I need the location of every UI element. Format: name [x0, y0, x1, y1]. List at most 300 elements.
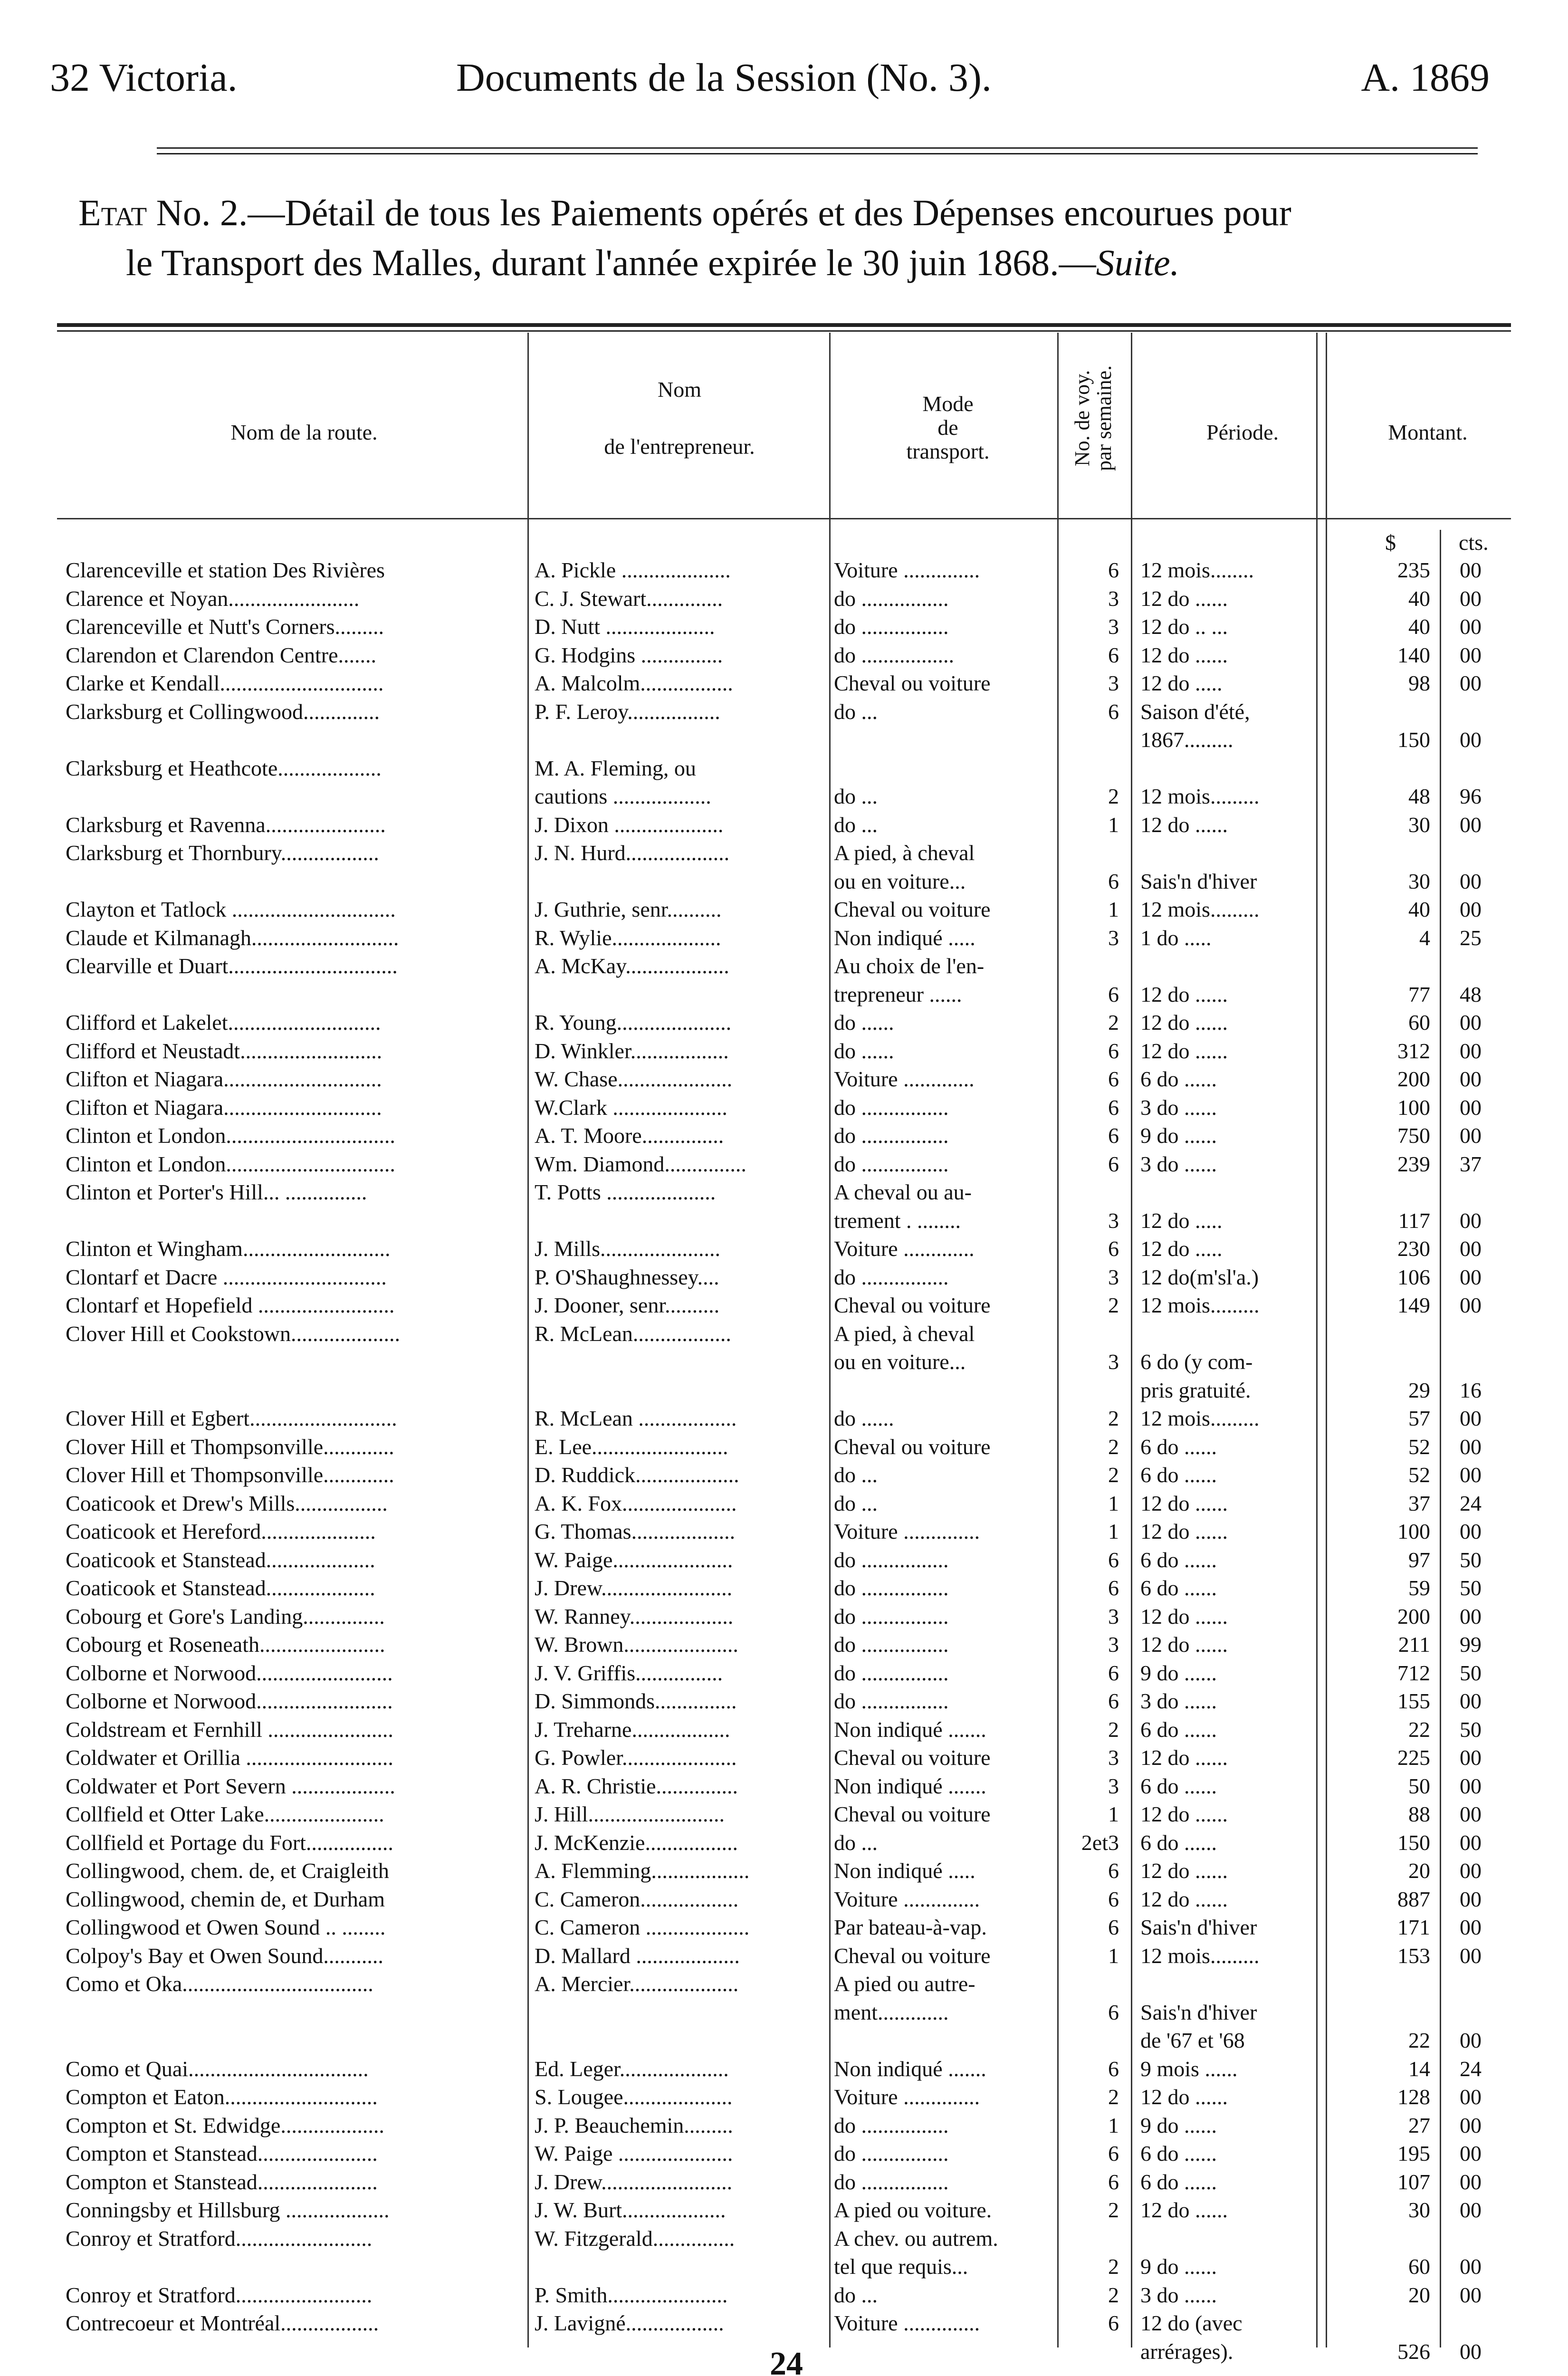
cell-voy: 2: [1108, 1463, 1119, 1487]
cell-period: 12 do ......: [1140, 586, 1228, 611]
cell-mode: Cheval ou voiture: [834, 1802, 991, 1826]
cell-route: Clayton et Tatlock ..............................: [66, 897, 396, 921]
cell-period: Sais'n d'hiver: [1140, 2000, 1257, 2024]
cell-dol: 117: [1398, 1208, 1430, 1233]
cell-dol: 526: [1397, 2339, 1430, 2364]
cell-voy: 2et3: [1081, 1830, 1119, 1855]
cell-dol: 100: [1397, 1095, 1430, 1120]
table-row: [0, 1885, 1568, 1914]
cell-period: 12 do ......: [1140, 1802, 1228, 1826]
cell-cts: 00: [1460, 812, 1482, 837]
table-row: [0, 811, 1568, 839]
cell-cts: 25: [1460, 925, 1482, 950]
table-row: [0, 1093, 1568, 1122]
cell-mode: A pied, à cheval: [834, 1321, 975, 1346]
cell-mode: do ................: [834, 1689, 949, 1713]
cell-mode: do ...: [834, 1463, 878, 1487]
cell-voy: 3: [1108, 1265, 1119, 1289]
cell-cts: 00: [1460, 2085, 1482, 2109]
cell-dol: 171: [1397, 1915, 1430, 1939]
col-header-contractor-1: Nom: [658, 377, 701, 402]
cell-route: Clarksburg et Thornbury..................: [66, 841, 379, 865]
cell-cts: 00: [1460, 1265, 1482, 1289]
table-row: [0, 1461, 1568, 1489]
col-header-voyages-2: par semaine.: [1092, 365, 1116, 471]
cell-cts: 00: [1460, 2339, 1482, 2364]
cell-voy: 6: [1108, 1547, 1119, 1572]
cell-period: 12 do ......: [1140, 1519, 1228, 1543]
cell-contractor: W. Paige .....................: [535, 2141, 733, 2165]
cell-mode: Voiture ..............: [834, 558, 980, 582]
cell-cts: 00: [1460, 2198, 1482, 2222]
cell-cts: 00: [1460, 1463, 1482, 1487]
cell-period: 3 do ......: [1140, 1689, 1217, 1713]
cell-dol: 40: [1408, 614, 1430, 639]
cell-route: Clinton et Porter's Hill... ...............: [66, 1180, 367, 1204]
table-row: [0, 726, 1568, 754]
cell-cts: 00: [1460, 1773, 1482, 1798]
cell-route: Clinton et Wingham...........................: [66, 1236, 391, 1261]
cell-cts: 00: [1460, 1943, 1482, 1968]
cell-dol: 29: [1408, 1378, 1430, 1402]
table-row: [0, 1602, 1568, 1631]
table-row: [0, 754, 1568, 783]
cell-contractor: D. Ruddick...................: [535, 1463, 739, 1487]
cell-route: Compton et Stanstead......................: [66, 2141, 378, 2165]
cell-route: Clinton et London...............................: [66, 1151, 395, 1176]
cell-dol: 200: [1397, 1604, 1430, 1629]
cell-mode: do ......: [834, 1406, 894, 1430]
cell-dol: 235: [1397, 558, 1430, 582]
cell-contractor: W. Fitzgerald...............: [535, 2226, 735, 2251]
cell-period: 9 do ......: [1140, 2254, 1217, 2279]
cell-voy: 6: [1108, 1859, 1119, 1883]
cell-cts: 00: [1460, 1236, 1482, 1261]
cell-voy: 3: [1108, 1632, 1119, 1657]
cell-period: 6 do ......: [1140, 1463, 1217, 1487]
cell-cts: 48: [1460, 982, 1482, 1006]
cell-mode: do ................: [834, 2113, 949, 2137]
table-row: [0, 980, 1568, 1009]
cell-dol: 30: [1408, 812, 1430, 837]
cell-period: 12 mois.........: [1140, 1293, 1260, 1317]
cell-mode: do ................: [834, 2169, 949, 2194]
cell-contractor: J. Drew........................: [535, 2169, 733, 2194]
cell-contractor: A. R. Christie...............: [535, 1773, 738, 1798]
cell-dol: 60: [1408, 2254, 1430, 2279]
cell-dol: 712: [1397, 1660, 1430, 1685]
cell-period: 9 mois ......: [1140, 2056, 1238, 2081]
cell-period: Sais'n d'hiver: [1140, 869, 1257, 893]
table-row: [0, 2168, 1568, 2196]
cell-dol: 60: [1408, 1010, 1430, 1035]
cell-dol: 4: [1419, 925, 1430, 950]
cell-dol: 140: [1397, 642, 1430, 667]
table-row: [0, 1150, 1568, 1178]
cell-route: Clifton et Niagara.............................: [66, 1067, 382, 1091]
cell-mode: A cheval ou au-: [834, 1180, 972, 1204]
title-line1: No. 2.—Détail de tous les Paiements opérés et des Dépenses encourues pour: [147, 192, 1291, 233]
cell-voy: 6: [1108, 869, 1119, 893]
cell-route: Como et Quai.................................: [66, 2056, 369, 2081]
table-row: [0, 782, 1568, 811]
cell-period: 12 do ......: [1140, 2198, 1228, 2222]
table-row: [0, 1291, 1568, 1320]
cell-period: 6 do ......: [1140, 1830, 1217, 1855]
cell-cts: 00: [1460, 1010, 1482, 1035]
cell-cts: 00: [1460, 2282, 1482, 2307]
cell-period: 12 do ......: [1140, 1491, 1228, 1515]
cell-period: Sais'n d'hiver: [1140, 1915, 1257, 1939]
cell-route: Clover Hill et Thompsonville.............: [66, 1434, 394, 1459]
cell-voy: 2: [1108, 1010, 1119, 1035]
cell-mode: trepreneur ......: [834, 982, 962, 1006]
cell-route: Collfield et Portage du Fort................: [66, 1830, 393, 1855]
cell-mode: do ................: [834, 1660, 949, 1685]
table-row: [0, 1376, 1568, 1405]
cell-cts: 00: [1460, 1038, 1482, 1063]
cell-mode: A chev. ou autrem.: [834, 2226, 998, 2251]
cell-dol: 77: [1408, 982, 1430, 1006]
cell-mode: A pied ou autre-: [834, 1972, 975, 1996]
cell-route: Clover Hill et Cookstown....................: [66, 1321, 401, 1346]
cell-period: 6 do ......: [1140, 2141, 1217, 2165]
cell-contractor: J. Hill.........................: [535, 1802, 725, 1826]
cell-mode: do ......: [834, 1010, 894, 1035]
cell-voy: 6: [1108, 1123, 1119, 1148]
cell-contractor: E. Lee.........................: [535, 1434, 728, 1459]
cell-voy: 2: [1108, 1717, 1119, 1742]
cell-period: 12 do ......: [1140, 1632, 1228, 1657]
cell-mode: Cheval ou voiture: [834, 1293, 991, 1317]
table-row: [0, 1687, 1568, 1715]
cell-period: 6 do ......: [1140, 1773, 1217, 1798]
cell-contractor: D. Winkler..................: [535, 1038, 729, 1063]
table-row: [0, 669, 1568, 698]
cell-route: Conroy et Stratford.........................: [66, 2282, 373, 2307]
cell-voy: 6: [1108, 982, 1119, 1006]
cell-route: Collingwood et Owen Sound .. ........: [66, 1915, 386, 1939]
cell-voy: 6: [1108, 2000, 1119, 2024]
cell-route: Compton et Stanstead......................: [66, 2169, 378, 2194]
cell-mode: do ................: [834, 1265, 949, 1289]
cell-period: 12 mois.........: [1140, 784, 1260, 808]
cell-voy: 6: [1108, 2169, 1119, 2194]
table-row: [0, 2026, 1568, 2055]
cell-period: 6 do ......: [1140, 1717, 1217, 1742]
cell-voy: 3: [1108, 925, 1119, 950]
cell-mode: Cheval ou voiture: [834, 1745, 991, 1770]
cell-cts: 00: [1460, 869, 1482, 893]
cell-mode: Non indiqué .......: [834, 1717, 986, 1742]
cell-mode: do ................: [834, 1632, 949, 1657]
cell-cts: 00: [1460, 2028, 1482, 2052]
cell-voy: 3: [1108, 614, 1119, 639]
header-bottom-rule: [57, 518, 1511, 519]
cell-cts: 00: [1460, 1208, 1482, 1233]
col-header-mode-2: de: [937, 415, 958, 440]
cell-contractor: T. Potts ....................: [535, 1180, 716, 1204]
cell-route: Clarenceville et Nutt's Corners.........: [66, 614, 384, 639]
cell-voy: 2: [1108, 1293, 1119, 1317]
cell-route: Clarke et Kendall..............................: [66, 671, 384, 695]
cell-voy: 3: [1108, 586, 1119, 611]
cell-dol: 230: [1397, 1236, 1430, 1261]
table-row: [0, 1772, 1568, 1801]
cell-route: Clover Hill et Egbert...........................: [66, 1406, 397, 1430]
cell-route: Coaticook et Drew's Mills.................: [66, 1491, 388, 1515]
cell-route: Colpoy's Bay et Owen Sound...........: [66, 1943, 383, 1968]
cell-mode: ou en voiture...: [834, 869, 966, 893]
table-row: [0, 924, 1568, 952]
table-row: [0, 1178, 1568, 1207]
cell-period: 12 do ......: [1140, 2085, 1228, 2109]
cell-route: Cobourg et Gore's Landing...............: [66, 1604, 385, 1629]
table-row: [0, 1433, 1568, 1461]
cell-voy: 3: [1108, 1773, 1119, 1798]
title-lead: Etat: [78, 192, 147, 233]
cell-voy: 6: [1108, 2311, 1119, 2335]
cell-route: Contrecoeur et Montréal..................: [66, 2311, 379, 2335]
cell-voy: 6: [1108, 1067, 1119, 1091]
cell-voy: 2: [1108, 1434, 1119, 1459]
cell-contractor: G. Powler.....................: [535, 1745, 737, 1770]
cell-route: Clifford et Lakelet............................: [66, 1010, 381, 1035]
table-row: [0, 1800, 1568, 1829]
cell-cts: 00: [1460, 614, 1482, 639]
cell-route: Compton et St. Edwidge...................: [66, 2113, 384, 2137]
cell-mode: A pied ou voiture.: [834, 2198, 992, 2222]
cell-mode: Cheval ou voiture: [834, 897, 991, 921]
cell-dol: 40: [1408, 897, 1430, 921]
cell-dol: 22: [1408, 1717, 1430, 1742]
cell-period: 12 do .. ...: [1140, 614, 1228, 639]
cell-route: Clarksburg et Heathcote...................: [66, 756, 382, 780]
cell-voy: 3: [1108, 1604, 1119, 1629]
table-row: [0, 1574, 1568, 1602]
cell-cts: 00: [1460, 558, 1482, 582]
cell-voy: 1: [1108, 1519, 1119, 1543]
cell-mode: Au choix de l'en-: [834, 954, 985, 978]
cell-mode: Non indiqué .....: [834, 925, 975, 950]
cell-mode: do ...: [834, 812, 878, 837]
table-title: [78, 188, 1494, 287]
cell-contractor: cautions ..................: [535, 784, 711, 808]
cell-period: 9 do ......: [1140, 1660, 1217, 1685]
cell-voy: 3: [1108, 1208, 1119, 1233]
cell-cts: 96: [1460, 784, 1482, 808]
cell-period: 6 do ......: [1140, 1067, 1217, 1091]
cell-period: 12 do (avec: [1140, 2311, 1243, 2335]
dollar-label: $: [1385, 530, 1396, 555]
cell-cts: 00: [1460, 2113, 1482, 2137]
cell-voy: 6: [1108, 1236, 1119, 1261]
cell-mode: do .................: [834, 642, 954, 667]
cell-dol: 48: [1408, 784, 1430, 808]
cell-period: 9 do ......: [1140, 2113, 1217, 2137]
cell-mode: do ................: [834, 1123, 949, 1148]
cell-period: 12 do ......: [1140, 982, 1228, 1006]
cell-period: 1867.........: [1140, 728, 1233, 752]
cell-dol: 97: [1408, 1547, 1430, 1572]
cell-contractor: A. T. Moore...............: [535, 1123, 724, 1148]
cell-contractor: D. Nutt ....................: [535, 614, 715, 639]
cell-contractor: A. K. Fox.....................: [535, 1491, 737, 1515]
table-row: [0, 613, 1568, 641]
cell-route: Coaticook et Hereford.....................: [66, 1519, 376, 1543]
table-row: [0, 1207, 1568, 1235]
cell-period: 12 do .....: [1140, 1236, 1223, 1261]
cell-period: 6 do ......: [1140, 2169, 1217, 2194]
col-header-amount: Montant.: [1388, 420, 1468, 444]
table-row: [0, 1065, 1568, 1093]
cell-mode: do ................: [834, 1151, 949, 1176]
cell-voy: 6: [1108, 1887, 1119, 1911]
cell-voy: 6: [1108, 642, 1119, 667]
cell-route: Clarendon et Clarendon Centre.......: [66, 642, 377, 667]
cell-period: 12 do(m'sl'a.): [1140, 1265, 1259, 1289]
cell-route: Conroy et Stratford.........................: [66, 2226, 373, 2251]
cell-period: 9 do ......: [1140, 1123, 1217, 1148]
cell-voy: 2: [1108, 2085, 1119, 2109]
table-row: [0, 2139, 1568, 2168]
cell-dol: 149: [1397, 1293, 1430, 1317]
cell-contractor: P. O'Shaughnessey....: [535, 1265, 719, 1289]
cell-dol: 20: [1408, 2282, 1430, 2307]
cell-dol: 30: [1408, 869, 1430, 893]
table-row: [0, 1517, 1568, 1546]
cell-mode: tel que requis...: [834, 2254, 968, 2279]
cell-period: 12 do .....: [1140, 671, 1223, 695]
cell-contractor: J. P. Beauchemin.........: [535, 2113, 733, 2137]
cell-cts: 00: [1460, 1123, 1482, 1148]
table-row: [0, 2281, 1568, 2309]
cell-route: Clifford et Neustadt..........................: [66, 1038, 382, 1063]
table-row: [0, 1263, 1568, 1292]
cell-route: Colborne et Norwood.........................: [66, 1660, 393, 1685]
cell-period: de '67 et '68: [1140, 2028, 1245, 2052]
table-row: [0, 2252, 1568, 2281]
cell-cts: 00: [1460, 2169, 1482, 2194]
cell-dol: 312: [1397, 1038, 1430, 1063]
cell-period: 12 do ......: [1140, 642, 1228, 667]
cell-contractor: C. Cameron..................: [535, 1887, 739, 1911]
cell-contractor: J. Dixon ....................: [535, 812, 724, 837]
cell-contractor: D. Simmonds...............: [535, 1689, 737, 1713]
table-row: [0, 1715, 1568, 1744]
table-row: [0, 867, 1568, 896]
cell-dol: 30: [1408, 2198, 1430, 2222]
cell-voy: 6: [1108, 1576, 1119, 1600]
cell-cts: 00: [1460, 1745, 1482, 1770]
cell-mode: do ...: [834, 784, 878, 808]
cell-cts: 00: [1460, 1406, 1482, 1430]
cell-period: 3 do ......: [1140, 1151, 1217, 1176]
col-header-voyages: [1071, 318, 1116, 518]
cell-dol: 37: [1408, 1491, 1430, 1515]
table-row: [0, 1659, 1568, 1687]
cell-dol: 52: [1408, 1434, 1430, 1459]
cell-dol: 20: [1408, 1859, 1430, 1883]
cell-dol: 27: [1408, 2113, 1430, 2137]
cell-dol: 150: [1397, 728, 1430, 752]
cell-voy: 6: [1108, 699, 1119, 724]
cell-mode: ou en voiture...: [834, 1350, 966, 1374]
cell-cts: 00: [1460, 1830, 1482, 1855]
cell-contractor: G. Hodgins ...............: [535, 642, 723, 667]
cell-contractor: A. Malcolm.................: [535, 671, 733, 695]
cell-cts: 00: [1460, 728, 1482, 752]
cell-cts: 00: [1460, 1887, 1482, 1911]
cell-cts: 00: [1460, 2141, 1482, 2165]
cell-contractor: J. N. Hurd...................: [535, 841, 730, 865]
cell-period: 12 do ......: [1140, 1604, 1228, 1629]
cell-cts: 99: [1460, 1632, 1482, 1657]
cell-contractor: J. McKenzie.................: [535, 1830, 738, 1855]
col-header-route: Nom de la route.: [230, 420, 378, 444]
cell-route: Collfield et Otter Lake......................: [66, 1802, 384, 1826]
cell-cts: 00: [1460, 1293, 1482, 1317]
cell-dol: 195: [1397, 2141, 1430, 2165]
cell-dol: 750: [1397, 1123, 1430, 1148]
header-rule: [157, 147, 1478, 149]
cell-voy: 6: [1108, 2141, 1119, 2165]
cell-route: Coldwater et Port Severn ...................: [66, 1773, 395, 1798]
cell-dol: 887: [1397, 1887, 1430, 1911]
cell-mode: do ................: [834, 1576, 949, 1600]
cell-contractor: W. Brown.....................: [535, 1632, 738, 1657]
cell-contractor: J. V. Griffis................: [535, 1660, 723, 1685]
cell-contractor: A. Pickle ....................: [535, 558, 731, 582]
cell-route: Compton et Eaton............................: [66, 2085, 378, 2109]
table-row: [0, 1037, 1568, 1065]
cell-cts: 00: [1460, 1604, 1482, 1629]
cell-mode: do ................: [834, 1547, 949, 1572]
cell-period: 12 do ......: [1140, 1010, 1228, 1035]
cell-contractor: P. F. Leroy.................: [535, 699, 720, 724]
cell-contractor: J. Guthrie, senr..........: [535, 897, 722, 921]
cell-voy: 3: [1108, 1745, 1119, 1770]
cell-cts: 00: [1460, 1095, 1482, 1120]
cell-voy: 6: [1108, 1660, 1119, 1685]
cell-voy: 6: [1108, 1689, 1119, 1713]
cell-route: Clarksburg et Collingwood..............: [66, 699, 380, 724]
cell-mode: Non indiqué .......: [834, 2056, 986, 2081]
cell-voy: 2: [1108, 2198, 1119, 2222]
cell-contractor: W. Chase.....................: [535, 1067, 733, 1091]
cell-route: Claude et Kilmanagh...........................: [66, 925, 399, 950]
cell-voy: 6: [1108, 1151, 1119, 1176]
cell-voy: 1: [1108, 1491, 1119, 1515]
cell-mode: do ................: [834, 1604, 949, 1629]
table-row: [0, 1857, 1568, 1885]
cell-dol: 155: [1397, 1689, 1430, 1713]
cell-contractor: S. Lougee....................: [535, 2085, 733, 2109]
cell-mode: do ................: [834, 2141, 949, 2165]
col-header-contractor-2: de l'entrepreneur.: [604, 434, 755, 459]
cell-cts: 00: [1460, 1859, 1482, 1883]
cell-dol: 200: [1397, 1067, 1430, 1091]
cell-period: 12 do ......: [1140, 812, 1228, 837]
cell-cts: 00: [1460, 642, 1482, 667]
cell-contractor: A. Mercier....................: [535, 1972, 739, 1996]
cell-dol: 52: [1408, 1463, 1430, 1487]
cell-voy: 6: [1108, 2056, 1119, 2081]
table-row: [0, 1744, 1568, 1772]
cell-dol: 22: [1408, 2028, 1430, 2052]
cell-cts: 37: [1460, 1151, 1482, 1176]
cell-mode: do ...: [834, 2282, 878, 2307]
